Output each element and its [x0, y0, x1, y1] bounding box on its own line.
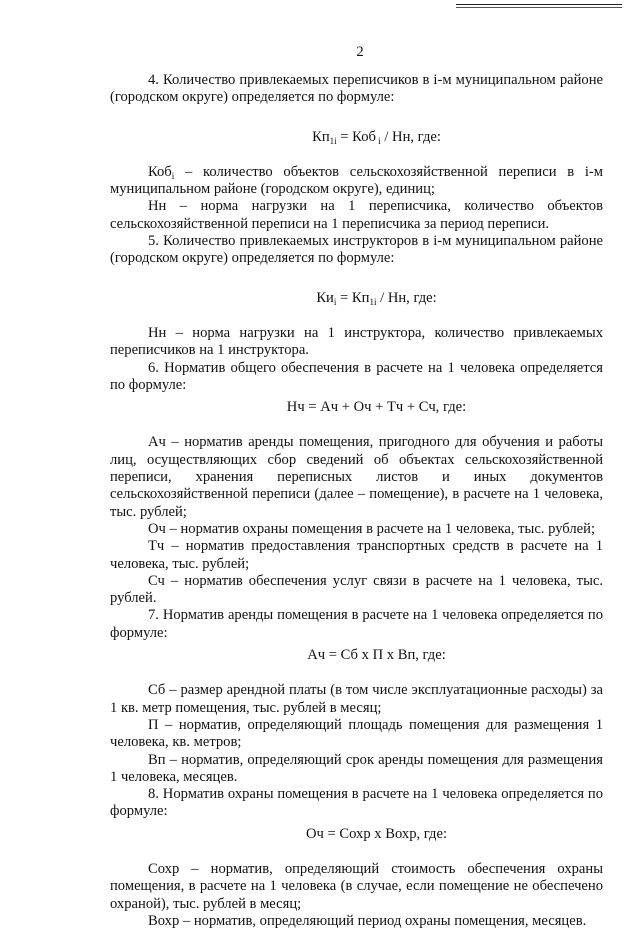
paragraph-6: 6. Норматив общего обеспечения в расчете на 1 человека определяется по формуле: [110, 359, 603, 393]
definition-p: П – норматив, определяющий площадь помещения для размещения 1 человека, кв. метров; [110, 716, 603, 751]
definition-kob: Коб$_i$ – количество объектов сельскохозяйственной переписи в i-м муниципальном районе (городском округе), единиц; [110, 163, 603, 198]
definition-vohr: Вохр – норматив, определяющий период охраны помещения, месяцев. [148, 912, 587, 929]
definition-ach: Ач – норматив аренды помещения, пригодного для обучения и работы лиц, осуществляющих сбор сведений об объектах сельскохозяйственной переписи, хранения переписных листов и иных документов сельскохозяйственной переписи (далее – помещение), в расчете на 1 человека, тыс. рублей; [110, 434, 603, 520]
definition-nn-instructor: Нн – норма нагрузки на 1 инструктора, количество привлекаемых переписчиков на 1 инструктора. [110, 324, 603, 359]
page-number: 2 [356, 44, 364, 60]
definition-sohr: Сохр – норматив, определяющий стоимость обеспечения охраны помещения, в расчете на 1 человека (в случае, если помещение не обеспечено охраной), тыс. рублей в месяц; [110, 860, 603, 912]
definition-tch: Тч – норматив предоставления транспортных средств в расчете на 1 человека, тыс. рублей; [110, 538, 603, 572]
formula-rent: Ач = Сб х П х Вп, где: [307, 647, 446, 664]
formula-security: Оч = Сохр х Вохр, где: [305, 825, 448, 842]
definition-sb: Сб – размер арендной платы (в том числе эксплуатационные расходы) за 1 кв. метр помещения, тыс. рублей в месяц; [110, 682, 603, 716]
top-rule [456, 4, 622, 5]
definition-och: Оч – норматив охраны помещения в расчете на 1 человека, тыс. рублей; [148, 520, 595, 537]
document-body [110, 72, 603, 930]
definition-sch: Сч – норматив обеспечения услуг связи в расчете на 1 человека, тыс. рублей. [110, 572, 603, 607]
definition-vp: Вп – норматив, определяющий срок аренды помещения для размещения 1 человека, месяцев. [110, 751, 603, 785]
paragraph-5: 5. Количество привлекаемых инструкторов в i-м муниципальном районе (городском округе) определяется по формуле: [110, 233, 603, 267]
definition-nn-enumerator: Нн – норма нагрузки на 1 переписчика, количество объектов сельскохозяйственной переписи на 1 переписчика за период переписи. [110, 198, 603, 232]
paragraph-7: 7. Норматив аренды помещения в расчете на 1 человека определяется по формуле: [110, 607, 603, 641]
formula-total-provision: Нч = Ач + Оч + Тч + Сч, где: [286, 399, 467, 416]
paragraph-8: 8. Норматив охраны помещения в расчете на 1 человека определяется по формуле: [110, 786, 603, 820]
top-rule-secondary [456, 7, 622, 8]
formula-enumerators: $Кп_{1i}$ = Коб $_i$ / Нн, где: [312, 128, 441, 146]
paragraph-4: 4. Количество привлекаемых переписчиков в i-м муниципальном районе (городском округе) определяется по формуле: [110, 72, 603, 106]
formula-instructors: $Ки_i = Кп_{1i}$ / Нн, где: [316, 289, 437, 307]
